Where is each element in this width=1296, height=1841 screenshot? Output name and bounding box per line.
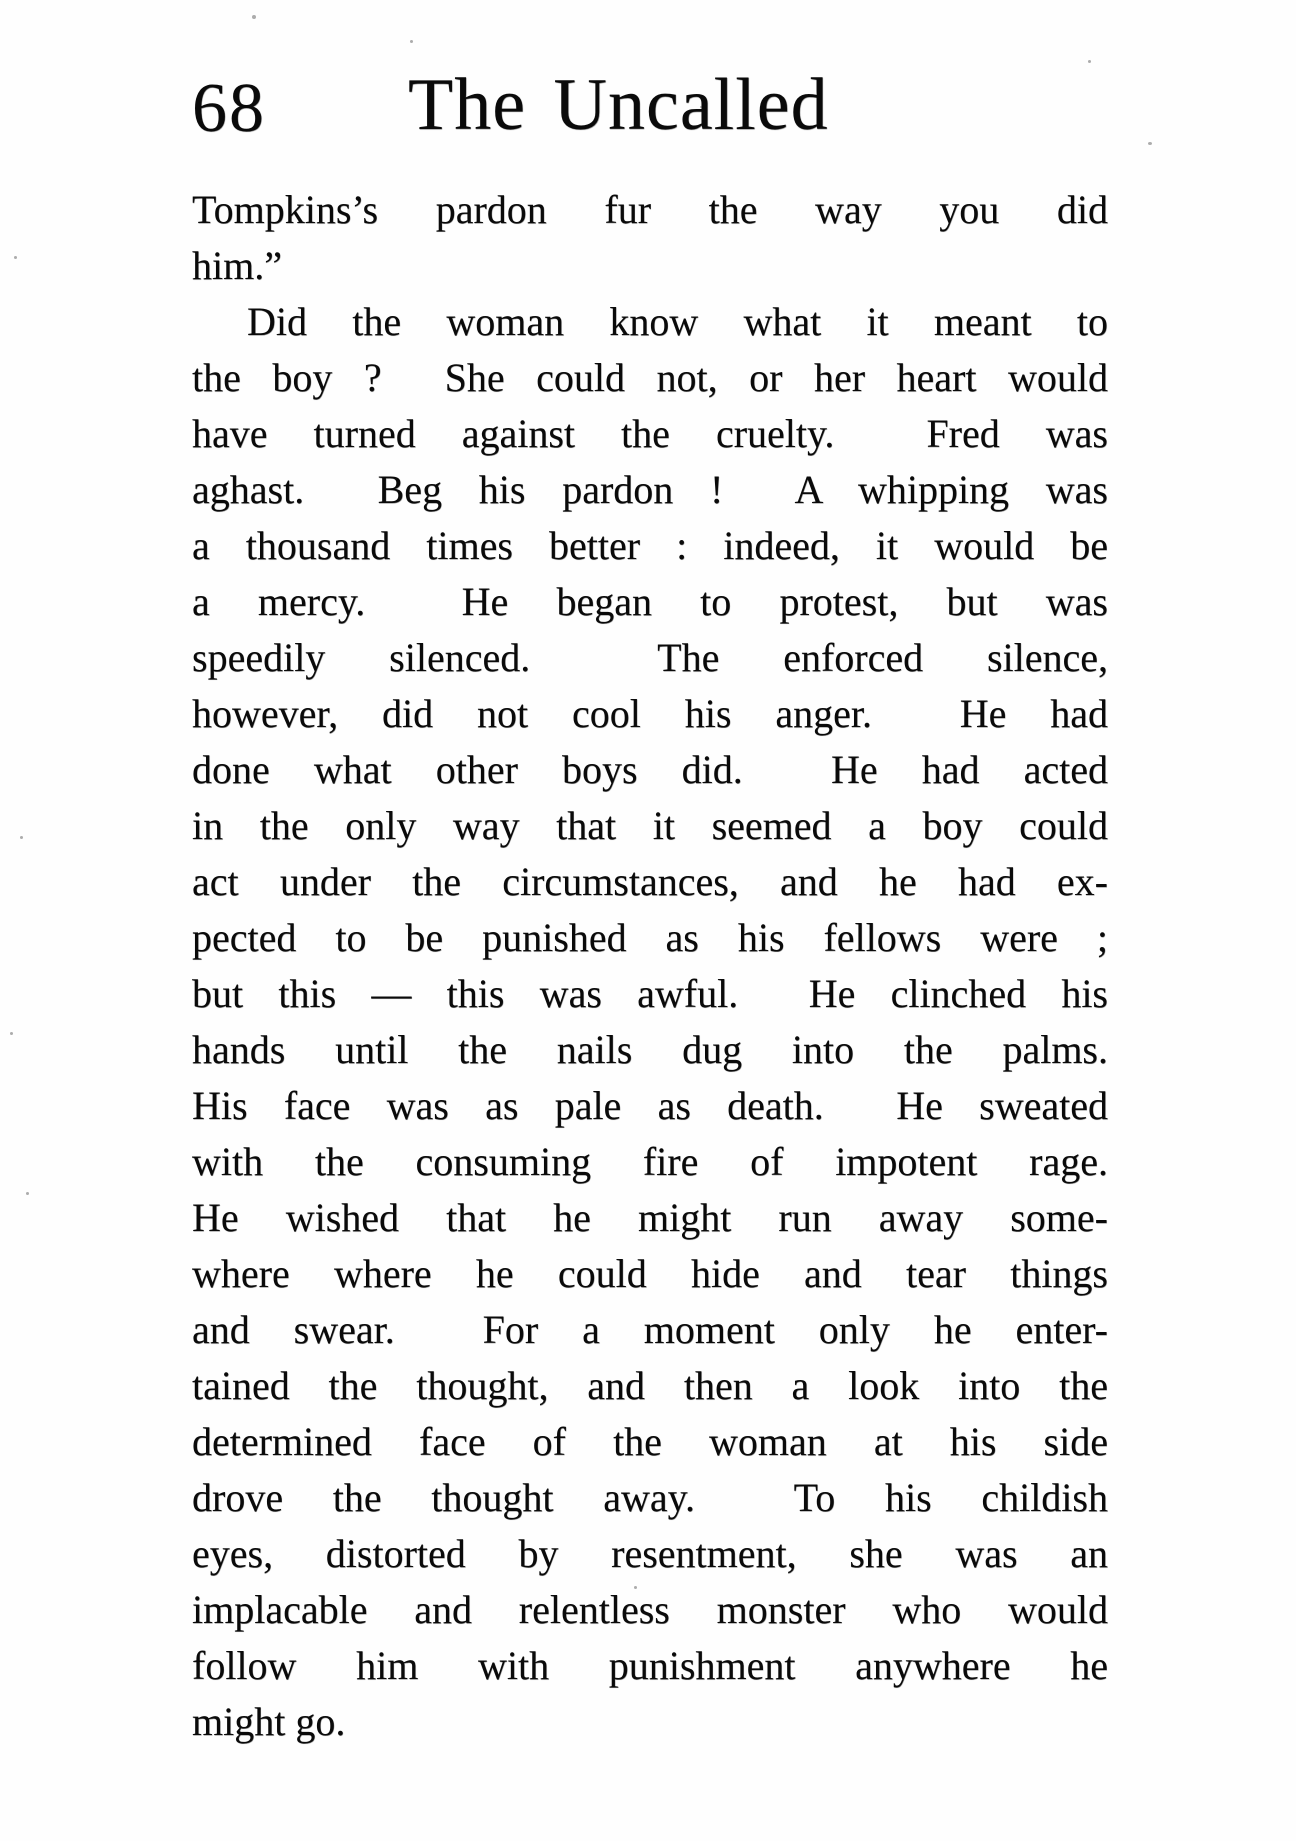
text-line: with the consuming fire of impotent rage. — [192, 1139, 1108, 1184]
text-line: however, did not cool his anger. He had — [192, 691, 1108, 736]
scan-speck — [700, 106, 702, 108]
scan-speck — [1148, 142, 1152, 145]
text-line: He wished that he might run away some- — [192, 1195, 1108, 1240]
page-text — [192, 182, 1108, 1750]
text-line: act under the circumstances, and he had ex- — [192, 859, 1108, 904]
scan-speck — [252, 15, 256, 19]
page-title: The Uncalled — [408, 64, 829, 146]
text-line: Did the woman know what it meant to — [247, 299, 1108, 344]
text-line: have turned against the cruelty. Fred was — [192, 411, 1108, 456]
text-line: a mercy. He began to protest, but was — [192, 579, 1108, 624]
page-number: 68 — [192, 70, 266, 147]
text-line: aghast. Beg his pardon ! A whipping was — [192, 467, 1108, 512]
text-line: done what other boys did. He had acted — [192, 747, 1108, 792]
text-line: speedily silenced. The enforced silence, — [192, 635, 1108, 680]
text-line: the boy ? She could not, or her heart would — [192, 355, 1108, 400]
scan-speck — [634, 1586, 637, 1589]
text-line: eyes, distorted by resentment, she was an — [192, 1531, 1108, 1576]
text-line: pected to be punished as his fellows were ; — [192, 915, 1108, 960]
scan-speck — [14, 256, 17, 259]
text-line: and swear. For a moment only he enter- — [192, 1307, 1108, 1352]
text-line: tained the thought, and then a look into the — [192, 1363, 1108, 1408]
text-line: hands until the nails dug into the palms. — [192, 1027, 1108, 1072]
text-line: Tompkins’s pardon fur the way you did — [192, 187, 1108, 232]
scan-speck — [26, 1192, 29, 1195]
text-line: His face was as pale as death. He sweated — [192, 1083, 1108, 1128]
scan-speck — [10, 1032, 13, 1035]
text-line: might go. — [192, 1699, 346, 1744]
text-line: a thousand times better : indeed, it would be — [192, 523, 1108, 568]
scan-speck — [20, 836, 23, 839]
page-header — [192, 64, 1108, 148]
text-line: but this — this was awful. He clinched his — [192, 971, 1108, 1016]
text-line: in the only way that it seemed a boy could — [192, 803, 1108, 848]
text-line: where where he could hide and tear things — [192, 1251, 1108, 1296]
text-line: implacable and relentless monster who would — [192, 1587, 1108, 1632]
scan-speck — [1088, 60, 1091, 63]
scan-speck — [410, 40, 413, 43]
text-line: drove the thought away. To his childish — [192, 1475, 1108, 1520]
text-line: follow him with punishment anywhere he — [192, 1643, 1108, 1688]
text-line: determined face of the woman at his side — [192, 1419, 1108, 1464]
text-line: him.” — [192, 243, 282, 288]
